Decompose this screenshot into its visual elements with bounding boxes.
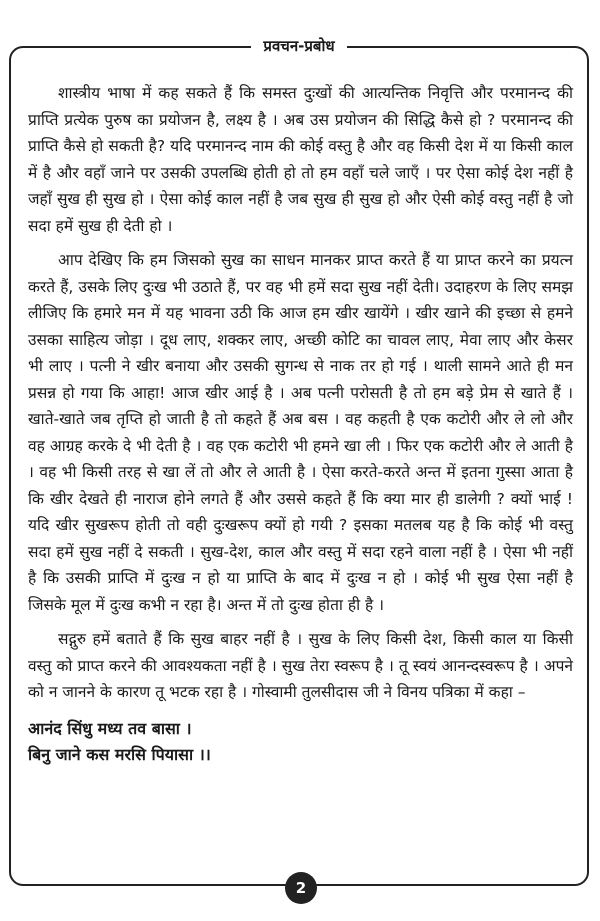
verse-line-2: बिनु जाने कस मरसि पियासा ।।: [28, 744, 211, 764]
body-text: [28, 80, 573, 768]
running-header: [10, 34, 588, 58]
verse-line-1: आनंद सिंधु मध्य तव बासा ।: [28, 718, 192, 738]
paragraph-3: सद्गुरु हमें बताते हैं कि सुख बाहर नहीं है । सुख के लिए किसी देश, किसी काल या किसी वस्तु को प्राप्त करने की आवश्यकता नहीं है । सुख तेरा स्वरूप है । तू स्वयं आनन्दस्वरूप है । अपने को न जानने के कारण तू भटक रहा है । गोस्वामी तुलसीदास जी ने विनय पत्रिका में कहा –: [28, 630, 573, 701]
page-number: 2: [285, 872, 317, 904]
header-rule-left: [60, 46, 251, 48]
verse-quote: [28, 716, 573, 768]
header-title: प्रवचन-प्रबोध: [251, 36, 346, 56]
paragraph-2: आप देखिए कि हम जिसको सुख का साधन मानकर प्राप्त करते हैं या प्राप्त करने का प्रयत्न करते हैं, उसके लिए दुःख भी उठाते हैं, पर वह भी हमें सदा सुख नहीं देती। उदाहरण के लिए समझ लीजिए कि हमारे मन में यह भावना उठी कि आज हम खीर खायेंगे । खीर खाने की इच्छा से हमने उसका साहित्य जोड़ा । दूध लाए, शक्कर लाए, अच्छी कोटि का चावल लाए, मेवा लाए और केसर भी लाए । पत्नी ने खीर बनाया और उसकी सुगन्ध से नाक तर हो गई । थाली सामने आते ही मन प्रसन्न हो गया कि आहा! आज खीर आई है । अब पत्नी परोसती है तो हम बड़े प्रेम से खाते हैं । खाते-खाते जब तृप्ति हो जाती है तो कहते हैं अब बस । वह कहती है एक कटोरी और ले लो और वह आग्रह करके दे भी देती है । वह एक कटोरी भी हमने खा ली । फिर एक कटोरी और ले आती है । वह भी किसी तरह से खा लें तो और ले आती है । ऐसा करते-करते अन्त में इतना गुस्सा आता है कि खीर देखते ही नाराज होने लगते हैं और उससे कहते हैं कि क्या मार ही डालेगी ? क्यों भाई ! यदि खीर सुखरूप होती तो वही दुःखरूप क्यों हो गयी ? इसका मतलब यह है कि कोई भी वस्तु सदा हमें सुख नहीं दे सकती । सुख-देश, काल और वस्तु में सदा रहने वाला नहीं है । ऐसा भी नहीं है कि उसकी प्राप्ति में दुःख न हो या प्राप्ति के बाद में दुःख न हो । कोई भी सुख ऐसा नहीं है जिसके मूल में दुःख कभी न रहा है। अन्त में तो दुःख होता ही है ।: [28, 251, 573, 614]
paragraph-1: शास्त्रीय भाषा में कह सकते हैं कि समस्त दुःखों की आत्यन्तिक निवृत्ति और परमानन्द की प्राप्ति प्रत्येक पुरुष का प्रयोजन है, लक्ष्य है । अब उस प्रयोजन की सिद्धि कैसे हो ? परमानन्द की प्राप्ति कैसे हो सकती है? यदि परमानन्द नाम की कोई वस्तु है और वह किसी देश में या किसी काल में है और वहाँ जाने पर उसकी उपलब्धि होती हो तो हम वहाँ चले जाएँ । पर ऐसा कोई देश नहीं है जहाँ सुख ही सुख हो । ऐसा कोई काल नहीं है जब सुख ही सुख हो और ऐसी कोई वस्तु नहीं है जो सदा हमें सुख ही देती हो ।: [28, 84, 573, 235]
header-rule-right: [347, 46, 538, 48]
